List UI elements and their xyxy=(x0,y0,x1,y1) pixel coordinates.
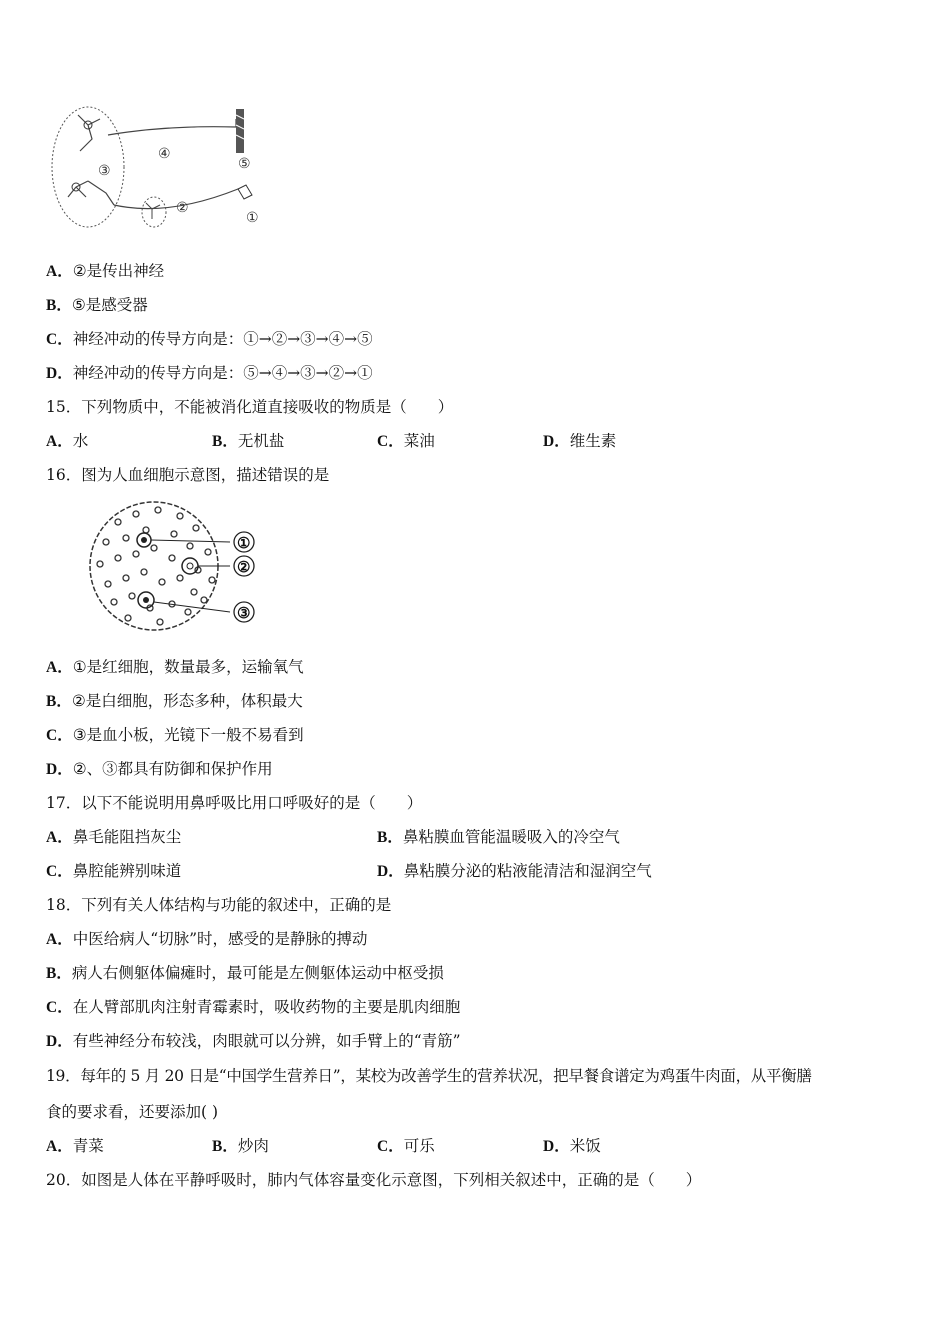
option-label: D． xyxy=(543,433,570,450)
q17-option-a xyxy=(46,827,181,848)
option-label: B． xyxy=(46,297,72,314)
option-label: B． xyxy=(212,1138,238,1155)
figure1-label-4: ⑤ xyxy=(238,156,251,172)
q16-option-d xyxy=(46,759,273,780)
option-label: A． xyxy=(46,1138,73,1155)
option-text: 炒肉 xyxy=(237,1137,269,1155)
option-label: D． xyxy=(46,1033,73,1050)
option-label: C． xyxy=(46,331,73,348)
q15-stem: 15．下列物质中，不能被消化道直接吸收的物质是（ ） xyxy=(46,398,454,416)
q18-option-a xyxy=(46,929,368,950)
option-text: ⑤是感受器 xyxy=(71,296,148,314)
blood-label-1: ① xyxy=(237,534,251,552)
q15-option-c xyxy=(377,431,435,452)
option-label: B． xyxy=(377,829,403,846)
option-text: 有些神经分布较浅，肉眼就可以分辨，如手臂上的“青筋” xyxy=(72,1032,461,1050)
option-text: ②、③都具有防御和保护作用 xyxy=(72,760,273,778)
q17-option-c xyxy=(46,861,181,882)
q14-option-c xyxy=(46,329,373,350)
q18-option-c xyxy=(46,997,460,1018)
option-label: A． xyxy=(46,433,73,450)
q16-option-c xyxy=(46,725,304,746)
option-label: A． xyxy=(46,659,73,676)
q14-option-d xyxy=(46,363,373,384)
q14-option-a xyxy=(46,261,164,282)
option-label: A． xyxy=(46,829,73,846)
figure1-label-1: ② xyxy=(176,200,189,216)
option-text: ②是传出神经 xyxy=(72,262,165,280)
option-text: 米饭 xyxy=(569,1137,601,1155)
figure1-label-0: ① xyxy=(246,210,259,226)
option-label: B． xyxy=(46,693,72,710)
option-text: 鼻粘膜分泌的粘液能清洁和湿润空气 xyxy=(403,862,652,880)
q19-option-d xyxy=(543,1136,601,1157)
q15-option-b xyxy=(212,431,284,452)
option-text: 神经冲动的传导方向是：⑤→④→③→②→① xyxy=(72,364,373,382)
reflex-arc-figure xyxy=(48,105,278,235)
option-label: C． xyxy=(377,1138,404,1155)
q17-stem: 17．以下不能说明用鼻呼吸比用口呼吸好的是（ ） xyxy=(46,794,423,812)
q19-option-b xyxy=(212,1136,269,1157)
q19-option-c xyxy=(377,1136,435,1157)
option-label: A． xyxy=(46,931,73,948)
option-text: 鼻腔能辨别味道 xyxy=(72,862,182,880)
q19-option-a xyxy=(46,1136,104,1157)
option-text: 菜油 xyxy=(403,432,435,450)
option-text: 无机盐 xyxy=(237,432,285,450)
option-label: D． xyxy=(46,365,73,382)
option-text: 病人右侧躯体偏瘫时，最可能是左侧躯体运动中枢受损 xyxy=(71,964,444,982)
option-text: 中医给病人“切脉”时，感受的是静脉的搏动 xyxy=(72,930,368,948)
figure1-label-2: ③ xyxy=(98,163,111,179)
option-text: ③是血小板，光镜下一般不易看到 xyxy=(72,726,304,744)
option-text: ①是红细胞，数量最多，运输氧气 xyxy=(72,658,304,676)
blood-label-2: ② xyxy=(237,558,251,576)
q18-stem: 18．下列有关人体结构与功能的叙述中，正确的是 xyxy=(46,896,392,914)
q16-option-a xyxy=(46,657,304,678)
blood-label-3: ③ xyxy=(237,604,251,622)
q18-option-b xyxy=(46,963,444,984)
option-text: 可乐 xyxy=(403,1137,435,1155)
blood-cell-figure xyxy=(88,500,263,635)
q16-option-b xyxy=(46,691,303,712)
option-label: C． xyxy=(377,433,404,450)
option-text: 鼻粘膜血管能温暖吸入的冷空气 xyxy=(402,828,620,846)
option-label: D． xyxy=(377,863,404,880)
option-label: B． xyxy=(46,965,72,982)
option-label: C． xyxy=(46,863,73,880)
option-text: 青菜 xyxy=(72,1137,104,1155)
option-label: C． xyxy=(46,727,73,744)
q14-option-b xyxy=(46,295,148,316)
option-text: 在人臂部肌肉注射青霉素时，吸收药物的主要是肌肉细胞 xyxy=(72,998,461,1016)
q16-stem: 16．图为人血细胞示意图，描述错误的是 xyxy=(46,466,330,484)
q20-stem: 20．如图是人体在平静呼吸时，肺内气体容量变化示意图，下列相关叙述中，正确的是（ ） xyxy=(46,1171,702,1189)
option-text: 水 xyxy=(72,432,89,450)
option-label: D． xyxy=(543,1138,570,1155)
option-label: A． xyxy=(46,263,73,280)
q15-option-a xyxy=(46,431,88,452)
option-label: B． xyxy=(212,433,238,450)
option-text: 鼻毛能阻挡灰尘 xyxy=(72,828,182,846)
option-label: D． xyxy=(46,761,73,778)
q17-option-b xyxy=(377,827,620,848)
option-label: C． xyxy=(46,999,73,1016)
option-text: ②是白细胞，形态多种，体积最大 xyxy=(71,692,303,710)
q15-option-d xyxy=(543,431,616,452)
q19-stem-line1: 19．每年的 5 月 20 日是“中国学生营养日”，某校为改善学生的营养状况，把早餐食谱定为鸡蛋牛肉面，从平衡膳 xyxy=(46,1067,812,1085)
figure1-label-3: ④ xyxy=(158,146,171,162)
q19-stem-line2: 食的要求看，还要添加( ) xyxy=(46,1103,219,1121)
option-text: 维生素 xyxy=(569,432,617,450)
q17-option-d xyxy=(377,861,652,882)
q18-option-d xyxy=(46,1031,461,1052)
option-text: 神经冲动的传导方向是：①→②→③→④→⑤ xyxy=(72,330,373,348)
